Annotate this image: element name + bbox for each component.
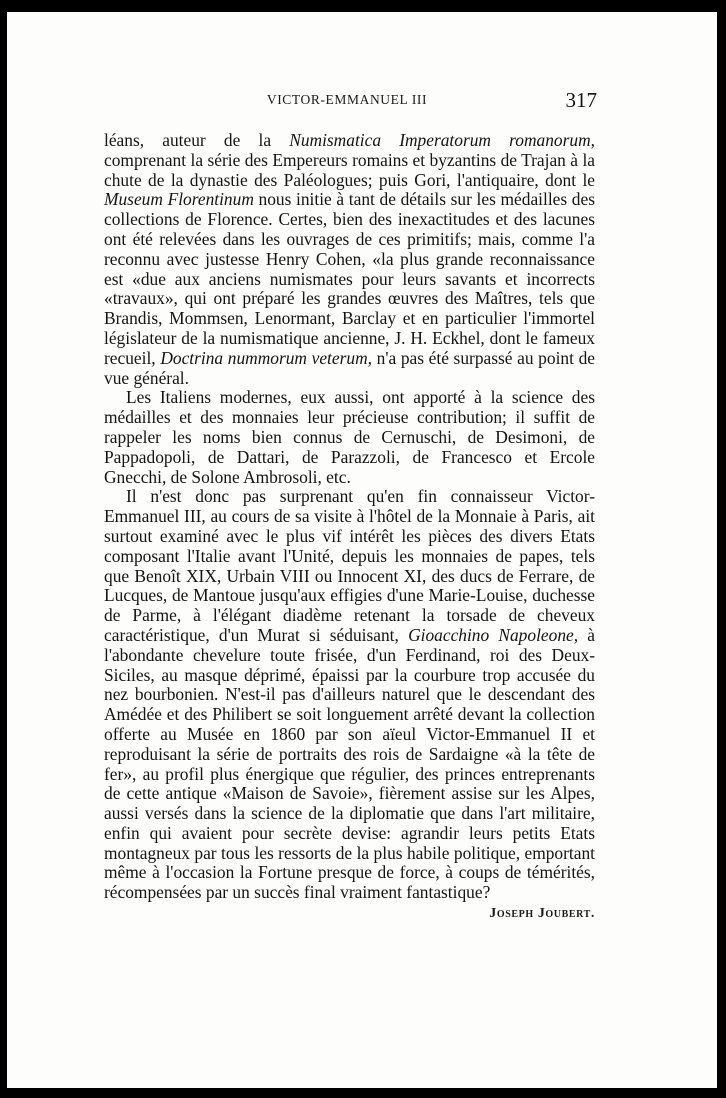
paragraph-2 bbox=[104, 388, 595, 487]
italic-title: Museum Florentinum bbox=[104, 189, 254, 210]
text-run: comprenant la série des Empereurs romains et byzantins de Trajan à la chute de la dynastie des Paléologues; puis Gori, l'antiquaire, dont le bbox=[104, 149, 595, 190]
running-head bbox=[97, 90, 597, 114]
paragraph-1 bbox=[104, 131, 595, 388]
italic-title: Gioacchino Napoleone, bbox=[408, 624, 579, 645]
author-signature: Joseph Joubert. bbox=[489, 906, 595, 922]
text-run: Les Italiens modernes, eux aussi, ont apporté à la science des médailles et des monnaies leur précieuse contribution; il suffit de rappeler les noms bien connus de Cernuschi, de Desimoni, de Pappadopoli, de Dattari, de Parazzoli, de Francesco et Ercole Gnecchi, de Solone Ambrosoli, etc. bbox=[104, 387, 595, 487]
page-number: 317 bbox=[565, 88, 597, 112]
text-run: nous initie à tant de détails sur les médailles des collections de Florence. Certes, bien des inexactitudes et des lacunes ont été relevées dans les ouvrages de ces primitifs; mais, comme l'a reconnu avec justesse Henry Cohen, «la plus grande reconnaissance est «due aux anciens numismates pour leurs savants et incorrects «travaux», qui ont préparé les grandes œuvres des Maîtres, tels que Brandis, Mommsen, Lenormant, Barclay et en particulier l'immortel législateur de la numismatique ancienne, J. H. Eckhel, dont le fameux recueil, bbox=[104, 189, 595, 368]
book-page bbox=[7, 12, 717, 1088]
running-title: VICTOR-EMMANUEL III bbox=[266, 92, 428, 107]
body-text bbox=[104, 131, 595, 924]
text-run: Il n'est donc pas surprenant qu'en fin connaisseur Victor-Emmanuel III, au cours de sa visite à l'hôtel de la Monnaie à Paris, ait surtout examiné avec le plus vif intérêt les pièces des divers Etats composant l'Italie avant l'Unité, depuis les monnaies de papes, tels que Benoît XIX, Urbain VIII ou Innocent XI, des ducs de Ferrare, de Lucques, de Mantoue jusqu'aux effigies d'une Marie-Louise, duchesse de Parme, à l'élégant diadème retenant la torsade de cheveux caractéristique, d'un Murat si séduisant, bbox=[104, 486, 595, 645]
paragraph-3 bbox=[104, 487, 595, 903]
italic-title: Numismatica Imperatorum romanorum, bbox=[289, 130, 595, 150]
text-run: léans, auteur de la bbox=[104, 130, 290, 150]
italic-title: Doctrina nummorum veterum, bbox=[160, 347, 372, 368]
text-run: à l'abondante chevelure toute frisée, d'un Ferdinand, roi des Deux-Siciles, au masque déprimé, épaissi par la courbure trop accusée du nez bourbonien. N'est-il pas d'ailleurs naturel que le descendant des Amédée et des Philibert se soit longuement arrêté devant la collection offerte au Musée en 1860 par son aïeul Victor-Emmanuel II et reproduisant la série de portraits des rois de Sardaigne «à la tête de fer», au profil plus énergique que régulier, des princes entreprenants de cette antique «Maison de Savoie», fièrement assise sur les Alpes, aussi versés dans la science de la diplomatie que dans l'art militaire, enfin qui avaient pour secrète devise: agrandir leurs petits Etats montagneux par tous les ressorts de la plus habile politique, emportant même à l'occasion la Fortune presque de force, à coups de témérités, récompensées par un succès final vraiment fantastique? bbox=[104, 624, 595, 903]
text-run: n'a pas été surpassé au point de vue général. bbox=[104, 347, 595, 388]
